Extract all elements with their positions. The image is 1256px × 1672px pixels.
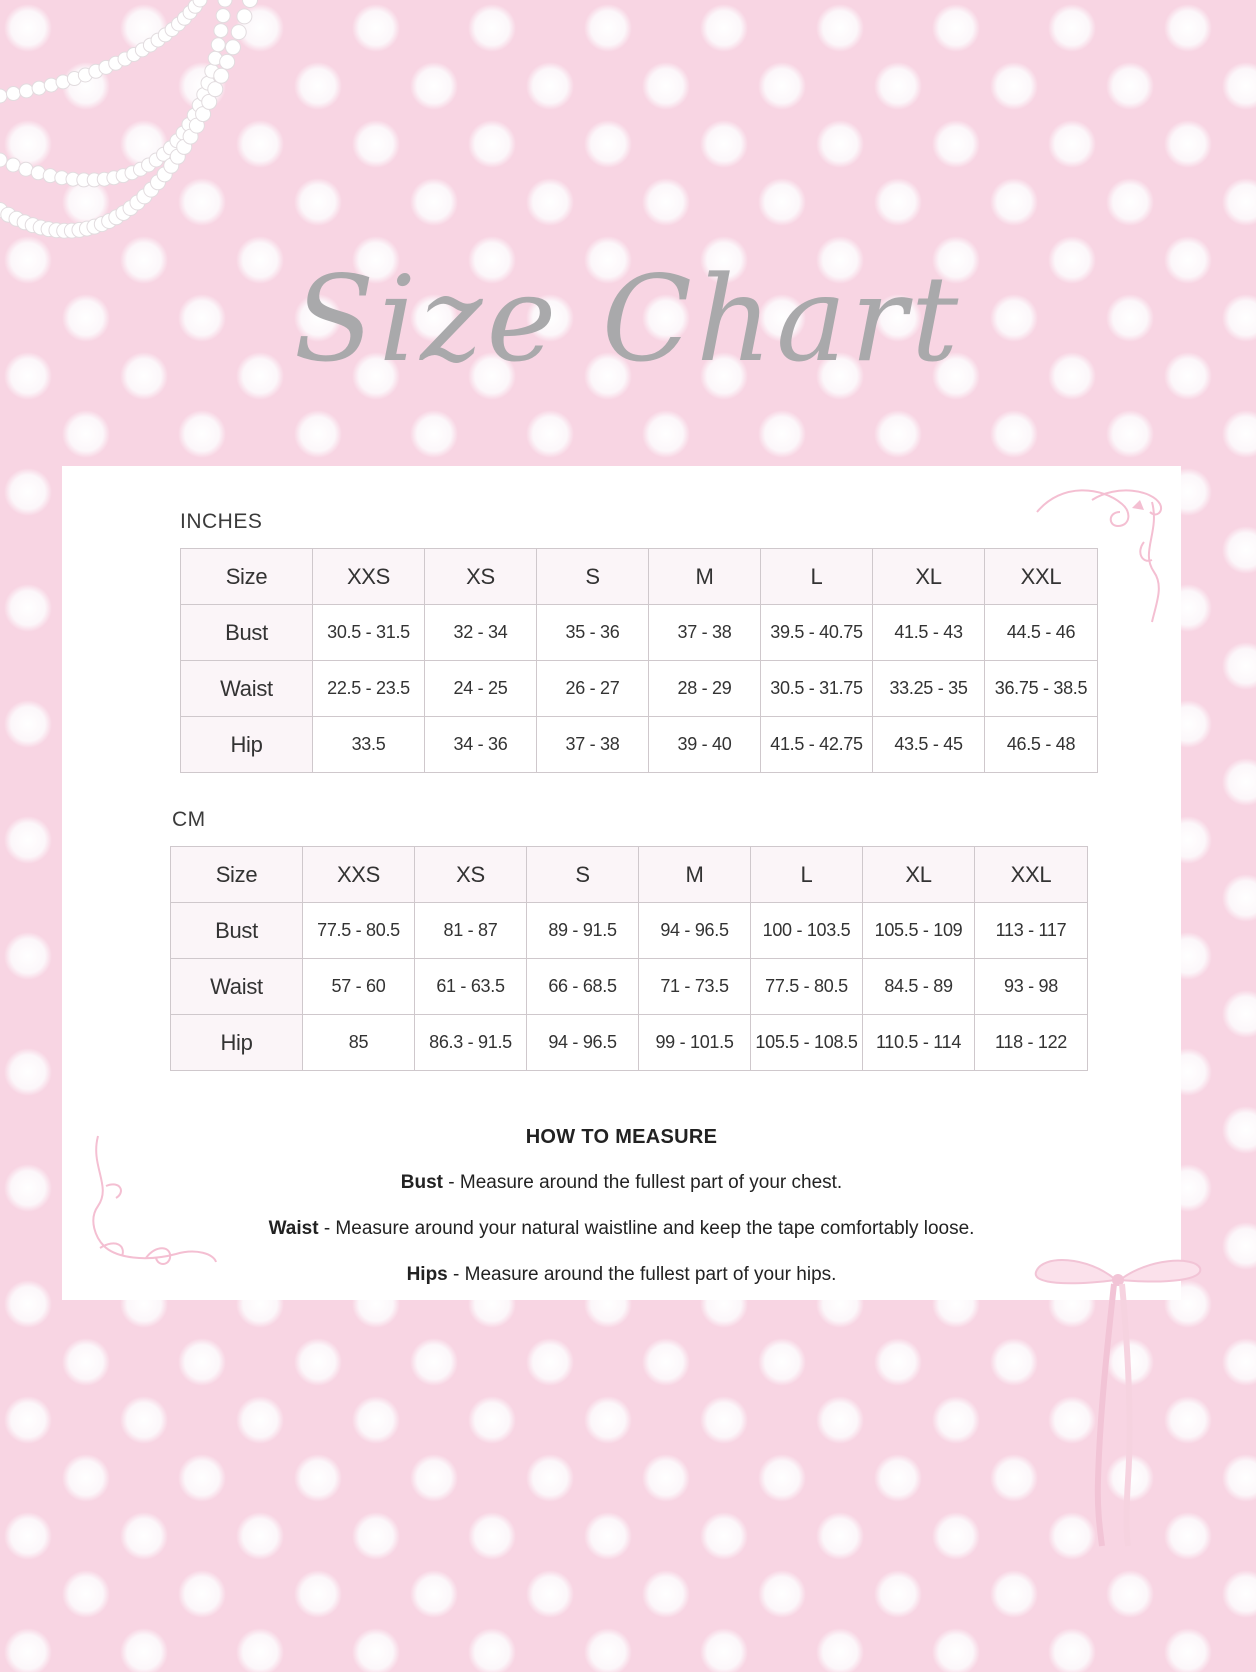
measurement-cell: 61 - 63.5: [415, 959, 527, 1015]
table-row: [181, 661, 1098, 717]
size-header-cell: XXS: [303, 847, 415, 903]
measurement-cell: 32 - 34: [425, 605, 537, 661]
measure-waist: [62, 1218, 1181, 1240]
measure-text: - Measure around your natural waistline and keep the tape comfortably loose.: [318, 1218, 975, 1239]
measurement-cell: 37 - 38: [649, 605, 761, 661]
measurement-cell: 99 - 101.5: [639, 1015, 751, 1071]
row-label: Bust: [171, 903, 303, 959]
pearl-necklace-icon: [0, 0, 270, 290]
size-header-cell: S: [537, 549, 649, 605]
measure-text: - Measure around the fullest part of your chest.: [443, 1172, 843, 1193]
measurement-cell: 43.5 - 45: [873, 717, 985, 773]
measurement-cell: 94 - 96.5: [527, 1015, 639, 1071]
size-header-cell: S: [527, 847, 639, 903]
measurement-cell: 37 - 38: [537, 717, 649, 773]
size-header-cell: XXL: [985, 549, 1098, 605]
measurement-cell: 34 - 36: [425, 717, 537, 773]
measurement-cell: 71 - 73.5: [639, 959, 751, 1015]
measurement-cell: 86.3 - 91.5: [415, 1015, 527, 1071]
measurement-cell: 39 - 40: [649, 717, 761, 773]
table-row: [171, 903, 1088, 959]
measurement-cell: 77.5 - 80.5: [303, 903, 415, 959]
measurement-cell: 81 - 87: [415, 903, 527, 959]
measurement-cell: 100 - 103.5: [751, 903, 863, 959]
table-row: [181, 605, 1098, 661]
measurement-cell: 105.5 - 108.5: [751, 1015, 863, 1071]
measure-bust: [62, 1172, 1181, 1194]
size-header-cell: XXS: [313, 549, 425, 605]
measure-hips: [62, 1264, 1181, 1286]
size-header-cell: XXL: [975, 847, 1088, 903]
table-row: [181, 717, 1098, 773]
size-header-cell: L: [761, 549, 873, 605]
size-header-cell: XL: [863, 847, 975, 903]
size-header-cell: M: [649, 549, 761, 605]
size-header-cell: M: [639, 847, 751, 903]
measurement-cell: 30.5 - 31.75: [761, 661, 873, 717]
table-header-row: [181, 549, 1098, 605]
measurement-cell: 33.25 - 35: [873, 661, 985, 717]
table-header-row: [171, 847, 1088, 903]
measurement-cell: 57 - 60: [303, 959, 415, 1015]
measurement-cell: 22.5 - 23.5: [313, 661, 425, 717]
measurement-cell: 39.5 - 40.75: [761, 605, 873, 661]
measurement-cell: 24 - 25: [425, 661, 537, 717]
size-header-cell: Size: [181, 549, 313, 605]
measurement-cell: 41.5 - 42.75: [761, 717, 873, 773]
measurement-cell: 105.5 - 109: [863, 903, 975, 959]
table-row: [171, 959, 1088, 1015]
measure-text: - Measure around the fullest part of your hips.: [447, 1264, 837, 1285]
measurement-cell: 110.5 - 114: [863, 1015, 975, 1071]
measurement-cell: 44.5 - 46: [985, 605, 1098, 661]
row-label: Hip: [171, 1015, 303, 1071]
measurement-cell: 36.75 - 38.5: [985, 661, 1098, 717]
measurement-cell: 93 - 98: [975, 959, 1088, 1015]
measurement-cell: 113 - 117: [975, 903, 1088, 959]
measurement-cell: 66 - 68.5: [527, 959, 639, 1015]
measurement-cell: 85: [303, 1015, 415, 1071]
page-title: Size Chart: [293, 250, 963, 388]
measurement-cell: 26 - 27: [537, 661, 649, 717]
inches-table: [180, 548, 1098, 773]
measurement-cell: 46.5 - 48: [985, 717, 1098, 773]
inches-label: INCHES: [180, 510, 263, 533]
size-header-cell: XS: [425, 549, 537, 605]
measure-term: Bust: [400, 1172, 443, 1193]
row-label: Hip: [181, 717, 313, 773]
measurement-cell: 77.5 - 80.5: [751, 959, 863, 1015]
size-header-cell: XL: [873, 549, 985, 605]
table-row: [171, 1015, 1088, 1071]
measurement-cell: 41.5 - 43: [873, 605, 985, 661]
measurement-cell: 33.5: [313, 717, 425, 773]
cm-label: CM: [172, 808, 206, 831]
size-header-cell: Size: [171, 847, 303, 903]
measurement-cell: 94 - 96.5: [639, 903, 751, 959]
row-label: Waist: [181, 661, 313, 717]
cm-table: [170, 846, 1088, 1071]
measure-term: Hips: [406, 1264, 448, 1285]
ribbon-bow-icon: [1028, 1250, 1208, 1550]
measurement-cell: 35 - 36: [537, 605, 649, 661]
row-label: Bust: [181, 605, 313, 661]
measurement-cell: 84.5 - 89: [863, 959, 975, 1015]
size-chart-card: [62, 466, 1181, 1300]
measurement-cell: 28 - 29: [649, 661, 761, 717]
measure-term: Waist: [268, 1218, 319, 1239]
measurement-cell: 89 - 91.5: [527, 903, 639, 959]
measurement-cell: 118 - 122: [975, 1015, 1088, 1071]
how-to-measure-title: HOW TO MEASURE: [525, 1126, 718, 1148]
measurement-cell: 30.5 - 31.5: [313, 605, 425, 661]
size-header-cell: L: [751, 847, 863, 903]
row-label: Waist: [171, 959, 303, 1015]
size-header-cell: XS: [415, 847, 527, 903]
